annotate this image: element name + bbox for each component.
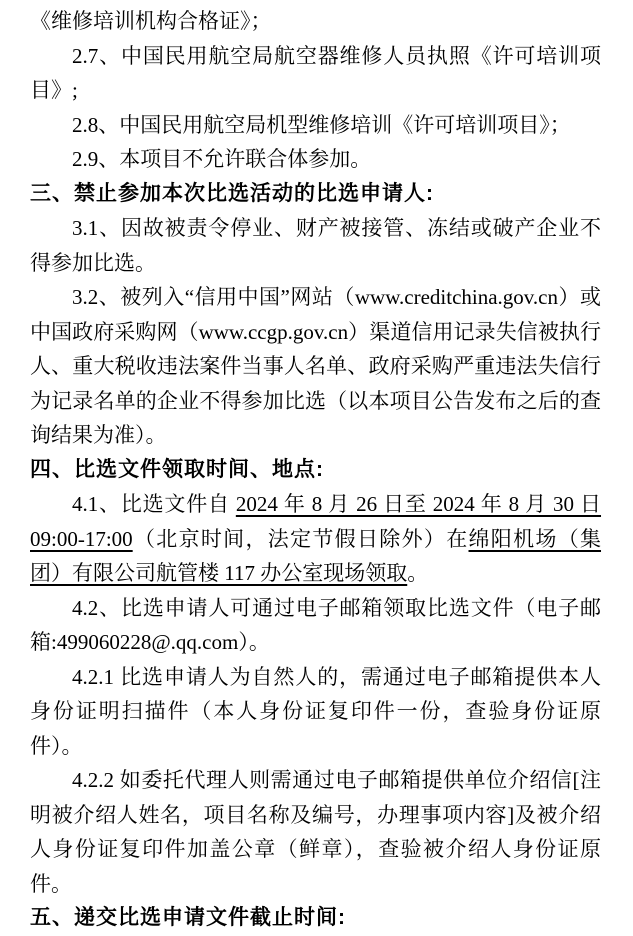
item-3-1-text: 3.1、因故被责令停业、财产被接管、冻结或破产企业不得参加比选。	[30, 216, 601, 275]
item-4-2-suffix: ）。	[238, 630, 270, 654]
item-4-1-suffix: 。	[407, 561, 429, 585]
pickup-location-underlined: 绵阳机场（集团）有限公司航管楼 117 办公室现场领取	[30, 526, 602, 585]
paragraph-item-2-9	[30, 142, 601, 177]
item-4-1-middle: （北京时间，法定节假日除外）在	[132, 526, 469, 551]
paragraph-item-4-2-2	[30, 763, 601, 901]
paragraph-item-4-2	[30, 591, 601, 660]
item-4-2-prefix: 4.2、比选申请人可通过电子邮箱领取比选文件（电子邮箱:	[30, 595, 601, 654]
item-4-2-1-text: 4.2.1 比选申请人为自然人的，需通过电子邮箱提供本人身份证明扫描件（本人身份证复印件一份，查验身份证原件）。	[30, 664, 601, 758]
item-2-9-text: 2.9、本项目不允许联合体参加。	[72, 147, 372, 171]
section3-heading: 三、禁止参加本次比选活动的比选申请人:	[30, 181, 434, 205]
item-3-2-text: 3.2、被列入“信用中国”网站（www.creditchina.gov.cn）或中国政府采购网（www.ccgp.gov.cn）渠道信用记录失信被执行人、重大税收违法案件当事人名单、政府采购严重违法失信行为记录名单的企业不得参加比选（以本项目公告发布之后的查询结果为准）。	[30, 285, 601, 447]
paragraph-item-4-2-1	[30, 660, 601, 764]
intro-text: 《维修培训机构合格证》；	[30, 9, 272, 33]
item-2-8-text: 2.8、中国民用航空局机型维修培训《许可培训项目》；	[72, 112, 571, 137]
paragraph-intro-continuation	[30, 4, 601, 39]
paragraph-item-2-8	[30, 108, 601, 143]
section5-heading: 五、递交比选申请文件截止时间:	[30, 906, 346, 929]
pickup-period-underlined: 2024 年 8 月 26 日至 2024 年 8 月 30 日 09:00-17:00	[30, 492, 602, 551]
paragraph-item-3-2	[30, 280, 601, 453]
item-4-2-2-text: 4.2.2 如委托代理人则需通过电子邮箱提供单位介绍信[注明被介绍人姓名，项目名称及编号，办理事项内容]及被介绍人身份证复印件加盖公章（鲜章），查验被介绍人身份证原件。	[30, 768, 601, 896]
section4-heading: 四、比选文件领取时间、地点:	[30, 457, 324, 481]
item-2-7-text: 2.7、中国民用航空局航空器维修人员执照《许可培训项目》;	[30, 43, 601, 102]
pickup-email-address: 499060228@.qq.com	[56, 630, 239, 654]
paragraph-item-3-1	[30, 211, 601, 280]
item-4-1-prefix: 4.1、比选文件自	[72, 492, 236, 516]
paragraph-item-4-1	[30, 487, 601, 591]
paragraph-item-2-7	[30, 39, 601, 108]
